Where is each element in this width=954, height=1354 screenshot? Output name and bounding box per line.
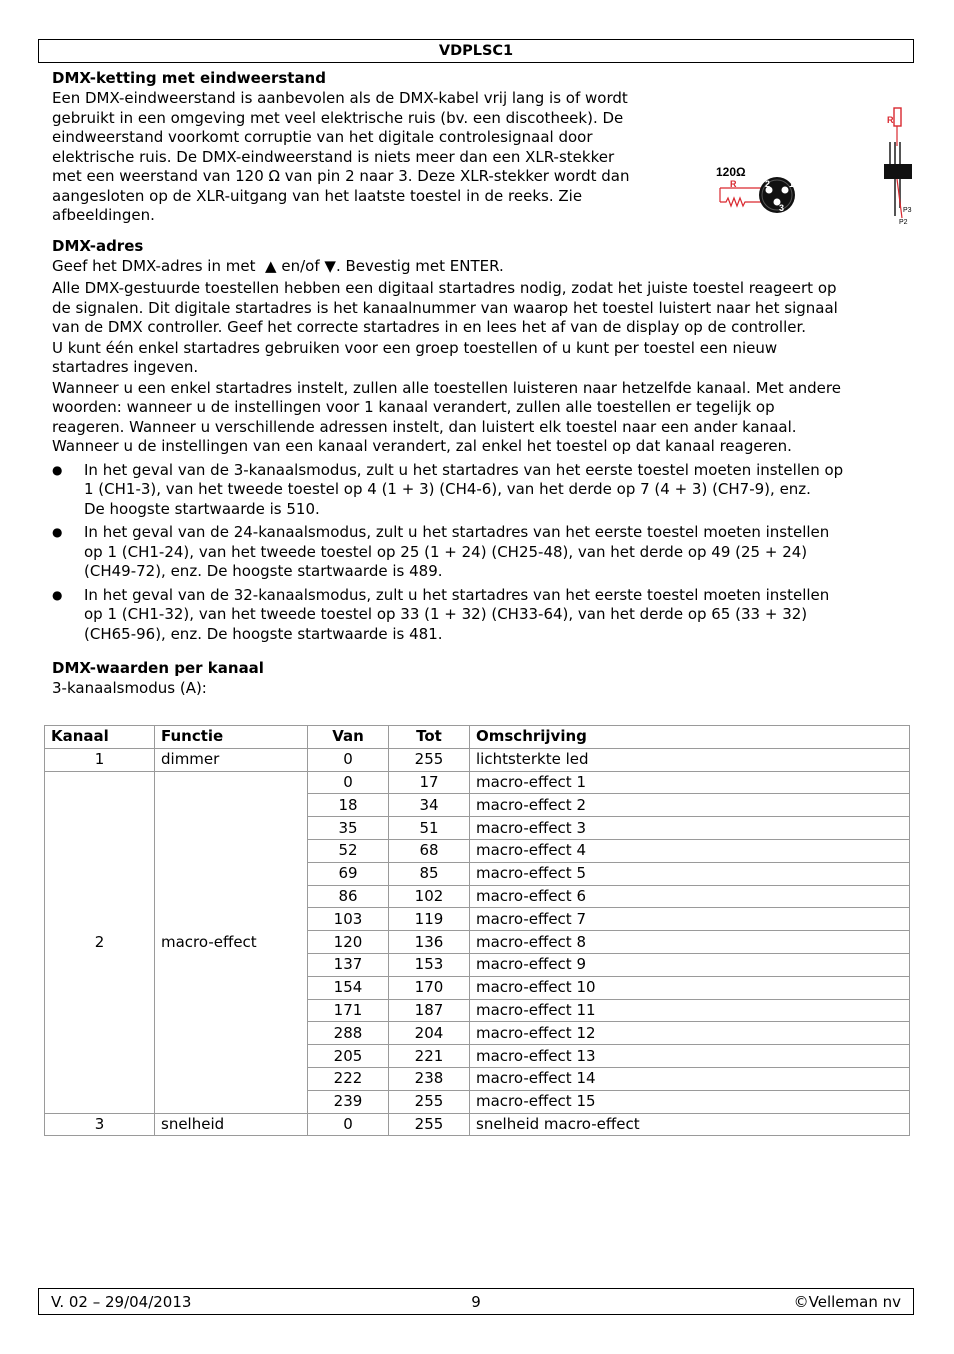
table-row: 120 136 macro-effect 8 [45,931,910,954]
column-header: Van [308,726,389,749]
text-line: U kunt één enkel startadres gebruiken voor een groep toestellen of u kunt per toestel een nieuw [52,338,778,357]
mode-subheading: 3-kanaalsmodus (A): [52,679,207,697]
intro-paragraph [52,89,682,226]
column-header: Tot [389,726,470,749]
xlr-terminator-figure [716,106,916,236]
column-header: Kanaal [45,726,155,749]
column-header: Functie [155,726,308,749]
pin-label-2: 2 [765,179,771,189]
text-line: Een DMX-eindweerstand is aanbevolen als de DMX-kabel vrij lang is of wordt [52,89,628,107]
pin-label-3: 3 [779,203,785,213]
text-line: van de DMX controller. Geef het correcte startadres in en lees het af van de display op de controller. [52,318,807,336]
dmx-values-table [44,725,910,1136]
resistor-zigzag-icon [720,198,762,206]
text-line: woorden: wanneer u de instellingen voor 1 kanaal verandert, zullen alle toestellen er tegelijk op [52,398,775,416]
list-item: ● In het geval van de 32-kanaalsmodus, zult u het startadres van het eerste toestel moeten instellen op 1 (CH1-32), van het tweede toestel op 33 (1 + 32) (CH33-64), van het derde op 65 (33 + 32) (CH65-96), enz. De hoogste startwaarde is 481. [52,585,830,643]
address-instruction: Geef het DMX-adres in met ▲ en/of ▼. Bevestig met ENTER. [52,256,504,275]
bullet-icon: ● [52,462,63,477]
address-paragraph-3 [52,379,897,457]
page-header [38,39,914,63]
p3-label: P3 [903,207,912,214]
down-arrow-icon: ▼ [324,256,336,275]
table-row: 52 68 macro-effect 4 [45,839,910,862]
list-item: ● In het geval van de 24-kanaalsmodus, zult u het startadres van het eerste toestel moeten instellen op 1 (CH1-24), van het tweede toestel op 25 (1 + 24) (CH25-48), van het derde op 49 (25 + 24) (CH49-72), enz. De hoogste startwaarde is 489. [52,523,830,580]
table-row: 18 34 macro-effect 2 [45,794,910,817]
list-item: ● In het geval van de 3-kanaalsmodus, zult u het startadres van het eerste toestel moeten instellen op 1 (CH1-3), van het tweede toestel op 4 (1 + 3) (CH4-6), van het derde op 7 (4 + 3) (CH7-9), enz. De hoogste startwaarde is 510. [52,460,844,518]
table-row: 69 85 macro-effect 5 [45,862,910,885]
text-line: startadres ingeven. [52,358,199,376]
text-line: Wanneer u de instellingen van een kanaal verandert, zal enkel het toestel op dat kanaal reageren. [52,437,792,455]
text-line: reageren. Wanneer u verschillende adressen instelt, dan luistert elk toestel naar een ander kanaal. [52,417,797,436]
table-header-row [45,726,910,749]
column-header: Omschrijving [470,726,910,749]
table-row: 137 153 macro-effect 9 [45,953,910,976]
pin-label-1: 1 [789,179,795,189]
resistor-label-left: R [730,179,737,189]
text-line: Alle DMX-gestuurde toestellen hebben een digitaal startadres nodig, zodat het juiste toestel reageert op [52,279,837,297]
text-line: aangesloten op de XLR-uitgang van het laatste toestel in de reeks. Zie [52,186,583,205]
resistor-label-right: R [887,115,894,125]
bullet-icon: ● [52,587,63,602]
section-heading-dmx-chain: DMX-ketting met eindweerstand [52,69,326,87]
page-footer [38,1288,914,1315]
table-row: 35 51 macro-effect 3 [45,817,910,840]
table-row: 288 204 macro-effect 12 [45,1022,910,1045]
table-row: 86 102 macro-effect 6 [45,885,910,908]
address-paragraph-1 [52,279,897,338]
header-title: VDPLSC1 [438,43,514,59]
table-row: 103 119 macro-effect 7 [45,908,910,931]
section-heading-dmx-values: DMX-waarden per kanaal [52,659,264,677]
table-row: 1 dimmer 0 255 lichtsterkte led [45,748,910,771]
table-row: 222 238 macro-effect 14 [45,1067,910,1090]
xlr-pin-1 [782,187,789,194]
text-line: met een weerstand van 120 Ω van pin 2 naar 3. Deze XLR-stekker wordt dan [52,167,630,185]
text-line: Wanneer u een enkel startadres instelt, zullen alle toestellen luisteren naar hetzelfde kanaal. Met andere [52,378,841,397]
bullet-icon: ● [52,525,63,539]
section-heading-dmx-address: DMX-adres [52,236,144,255]
table-row: 171 187 macro-effect 11 [45,999,910,1022]
table-row: 2 macro-effect 0 17 macro-effect 1 [45,771,910,794]
text-line: afbeeldingen. [52,206,155,224]
address-paragraph-2 [52,339,897,378]
mode-bullet-list [52,461,897,645]
table-row: 239 255 macro-effect 15 [45,1090,910,1113]
text-line: de signalen. Dit digitale startadres is het kanaalnummer van waarop het toestel luistert naar het signaal [52,298,838,317]
plug-body-side [884,164,912,179]
table-row: 3 snelheid 0 255 snelheid macro-effect [45,1113,910,1136]
text-line: elektrische ruis. De DMX-eindweerstand is niets meer dan een XLR-stekker [52,147,615,166]
page-content [52,68,912,699]
p2-label: P2 [899,219,908,226]
text-line: gebruikt in een omgeving met veel elektrische ruis (bv. een discotheek). De [52,108,624,127]
text-line: eindweerstand voorkomt corruptie van het digitale controlesignaal door [52,128,593,146]
resistor-body-icon [894,108,901,126]
table-row: 154 170 macro-effect 10 [45,976,910,999]
footer-copyright: ©Velleman nv [793,1293,901,1311]
table-row: 205 221 macro-effect 13 [45,1045,910,1068]
up-arrow-icon: ▲ [265,256,277,275]
footer-version: V. 02 – 29/04/2013 [51,1293,192,1311]
footer-page-number: 9 [471,1293,481,1311]
ohm-label: 120Ω [716,165,746,179]
